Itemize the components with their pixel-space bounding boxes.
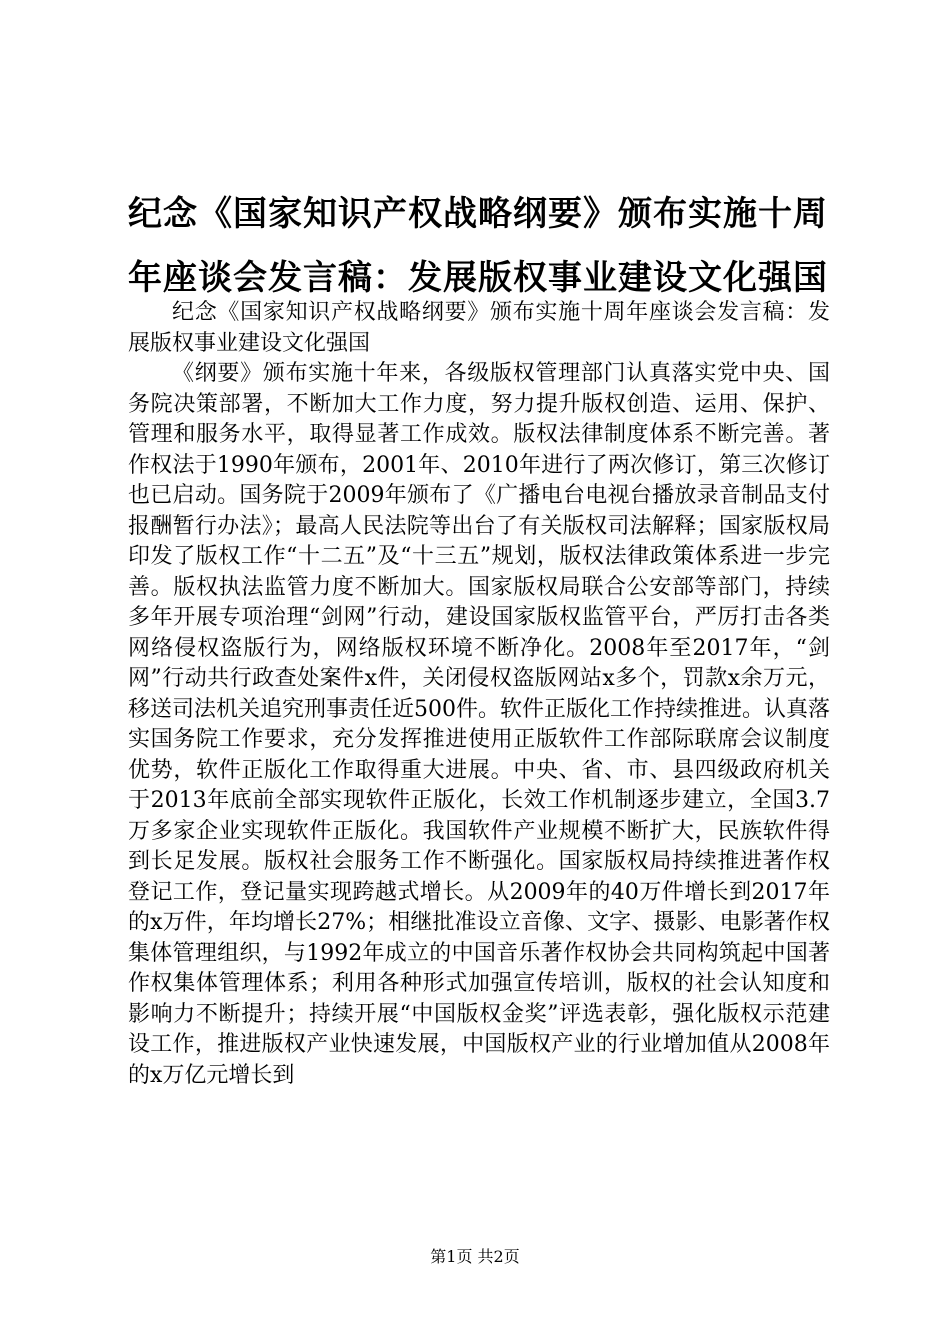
body-paragraph-heading: 纪念《国家知识产权战略纲要》颁布实施十周年座谈会发言稿：发展版权事业建设文化强国 (128, 300, 830, 356)
page-footer: 第1页 共2页 (430, 1247, 520, 1266)
document-title: 纪念《国家知识产权战略纲要》颁布实施十周年座谈会发言稿：发展版权事业建设文化强国 (128, 194, 828, 298)
body-paragraph-main: 《纲要》颁布实施十年来，各级版权管理部门认真落实党中央、国务院决策部署，不断加大工作力度，努力提升版权创造、运用、保护、管理和服务水平，取得显著工作成效。版权法律制度体系不断完善。著作权法于1990年颁布，2001年、2010年进行了两次修订，第三次修订也已启动。国务院于2009年颁布了《广播电台电视台播放录音制品支付报酬暂行办法》；最高人民法院等出台了有关版权司法解释；国家版权局印发了版权工作“十二五”及“十三五”规划，版权法律政策体系进一步完善。版权执法监管力度不断加大。国家版权局联合公安部等部门，持续多年开展专项治理“剑网”行动，建设国家版权监管平台，严厉打击各类网络侵权盗版行为，网络版权环境不断净化。2008年至2017年，“剑网”行动共行政查处案件x件，关闭侵权盗版网站x多个，罚款x余万元，移送司法机关追究刑事责任近500件。软件正版化工作持续推进。认真落实国务院工作要求，充分发挥推进使用正版软件工作部际联席会议制度优势，软件正版化工作取得重大进展。中央、省、市、县四级政府机关于2013年底前全部实现软件正版化，长效工作机制逐步建立，全国3.7万多家企业实现软件正版化。我国软件产业规模不断扩大，民族软件得到长足发展。版权社会服务工作不断强化。国家版权局持续推进著作权登记工作，登记量实现跨越式增长。从2009年的40万件增长到2017年的x万件，年均增长27%；相继批准设立音像、文字、摄影、电影著作权集体管理组织，与1992年成立的中国音乐著作权协会共同构筑起中国著作权集体管理体系；利用各种形式加强宣传培训，版权的社会认知度和影响力不断提升；持续开展“中国版权金奖”评选表彰，强化版权示范建设工作，推进版权产业快速发展，中国版权产业的行业增加值从2008年的x万亿元增长到 (128, 361, 830, 1088)
document-body (128, 298, 830, 1091)
